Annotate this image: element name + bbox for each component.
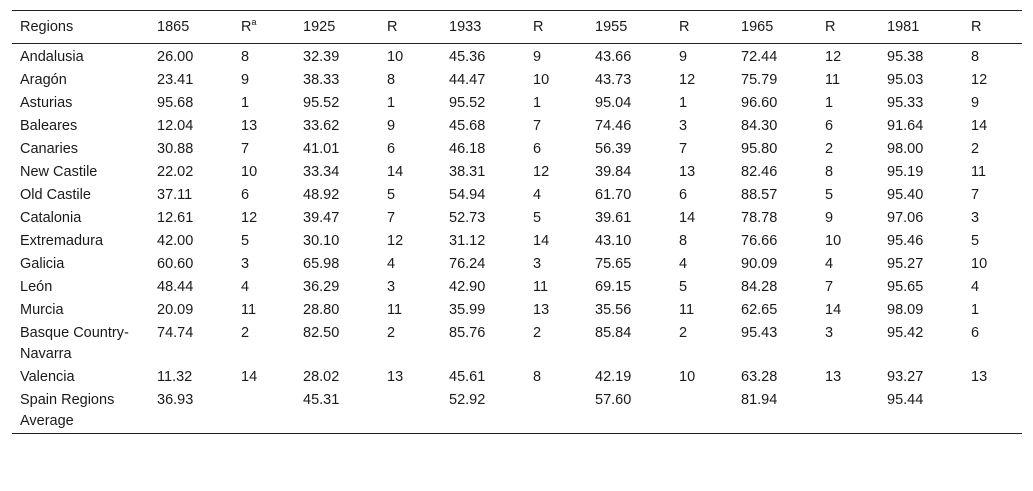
table-cell: 78.78 [741, 210, 778, 226]
table-cell: 2 [825, 141, 834, 157]
region-name-cell: Andalusia [20, 49, 84, 65]
table-cell: 32.39 [303, 49, 340, 65]
table-cell: 30.88 [157, 141, 194, 157]
table-cell: 52.73 [449, 210, 486, 226]
table-cell: 95.42 [887, 325, 924, 341]
table-cell: 8 [533, 369, 542, 385]
column-header-label: 1933 [449, 19, 482, 35]
regions-table [12, 10, 1022, 434]
table-cell: 7 [533, 118, 542, 134]
table-cell: 4 [679, 256, 688, 272]
table-cell: 28.02 [303, 369, 340, 385]
column-header-label: 1955 [595, 19, 628, 35]
table-cell: 8 [387, 72, 396, 88]
table-cell: 88.57 [741, 187, 778, 203]
table-cell: 90.09 [741, 256, 778, 272]
table-cell: 45.61 [449, 369, 486, 385]
table-cell: 6 [825, 118, 834, 134]
table-row [12, 184, 1022, 207]
table-cell: 98.09 [887, 302, 924, 318]
table-cell: 38.33 [303, 72, 340, 88]
table-cell: 69.15 [595, 279, 632, 295]
table-cell: 97.06 [887, 210, 924, 226]
table-cell: 75.79 [741, 72, 778, 88]
table-cell: 10 [387, 49, 404, 65]
table-cell: 9 [533, 49, 542, 65]
table-cell: 35.99 [449, 302, 486, 318]
region-name-cell: Baleares [20, 118, 78, 134]
column-header [733, 11, 817, 44]
table-cell: 4 [825, 256, 834, 272]
column-header-label: R [533, 19, 544, 35]
region-name-cell: Aragón [20, 72, 67, 88]
table-cell: 61.70 [595, 187, 632, 203]
table-cell: 12 [971, 72, 988, 88]
table-cell: 37.11 [157, 187, 193, 203]
table-cell: 33.62 [303, 118, 340, 134]
table-cell: 95.46 [887, 233, 924, 249]
column-header-label: R [679, 19, 690, 35]
table-cell: 74.74 [157, 325, 194, 341]
region-name-cell: New Castile [20, 164, 98, 180]
column-header [233, 11, 295, 44]
table-cell: 60.60 [157, 256, 194, 272]
column-header [379, 11, 441, 44]
table-cell: 54.94 [449, 187, 486, 203]
table-cell: 11 [241, 302, 257, 318]
table-cell: 1 [679, 95, 688, 111]
table-cell: 33.34 [303, 164, 340, 180]
table-row [12, 389, 1022, 434]
table-cell: 12 [387, 233, 404, 249]
region-name-cell: Extremadura [20, 233, 104, 249]
table-cell: 1 [825, 95, 834, 111]
table-cell [817, 389, 879, 434]
table-cell: 46.18 [449, 141, 486, 157]
table-cell: 63.28 [741, 369, 778, 385]
table-cell: 82.50 [303, 325, 340, 341]
table-cell: 45.68 [449, 118, 486, 134]
table-cell: 6 [679, 187, 688, 203]
column-header [441, 11, 525, 44]
table-cell: 39.61 [595, 210, 632, 226]
table-cell: 95.27 [887, 256, 924, 272]
table-cell: 95.80 [741, 141, 778, 157]
table-cell: 4 [387, 256, 396, 272]
table-cell: 81.94 [741, 392, 778, 408]
table-cell: 6 [241, 187, 250, 203]
table-row [12, 230, 1022, 253]
table-cell: 75.65 [595, 256, 632, 272]
table-cell: 76.66 [741, 233, 778, 249]
table-cell: 1 [971, 302, 980, 318]
table-row [12, 69, 1022, 92]
table-cell: 11 [387, 302, 403, 318]
table-cell: 23.41 [157, 72, 194, 88]
table-cell: 13 [971, 369, 988, 385]
table-row [12, 299, 1022, 322]
table-cell: 95.33 [887, 95, 924, 111]
table-cell: 65.98 [303, 256, 340, 272]
table-cell: 39.47 [303, 210, 340, 226]
table-cell: 84.30 [741, 118, 778, 134]
column-header [295, 11, 379, 44]
table-header-row [12, 11, 1022, 44]
table-cell [963, 389, 1022, 434]
column-header [879, 11, 963, 44]
table-cell: 9 [241, 72, 250, 88]
table-cell: 8 [971, 49, 980, 65]
table-cell: 13 [241, 118, 258, 134]
table-cell: 12 [241, 210, 258, 226]
table-cell: 20.09 [157, 302, 194, 318]
table-cell: 5 [241, 233, 250, 249]
table-cell: 96.60 [741, 95, 778, 111]
table-cell: 95.38 [887, 49, 924, 65]
table-cell: 14 [241, 369, 258, 385]
table-cell: 2 [971, 141, 980, 157]
table-row [12, 322, 1022, 366]
table-cell: 41.01 [303, 141, 340, 157]
table-row [12, 207, 1022, 230]
table-row [12, 138, 1022, 161]
table-cell: 43.73 [595, 72, 632, 88]
table-cell: 12.61 [157, 210, 194, 226]
table-cell: 7 [241, 141, 250, 157]
column-header-label: R [825, 19, 836, 35]
region-name-cell: Asturias [20, 95, 73, 111]
table-cell: 9 [387, 118, 396, 134]
table-cell: 12 [533, 164, 550, 180]
table-cell: 43.66 [595, 49, 632, 65]
column-header [12, 11, 149, 44]
column-header [963, 11, 1022, 44]
region-name-cell: Galicia [20, 256, 65, 272]
region-name-cell: Spain Regions Average [20, 392, 115, 429]
table-cell: 3 [971, 210, 980, 226]
table-cell: 95.04 [595, 95, 632, 111]
table-cell: 3 [533, 256, 542, 272]
table-cell: 95.43 [741, 325, 778, 341]
data-table-container [12, 10, 1022, 434]
table-cell [379, 389, 441, 434]
table-cell: 6 [387, 141, 396, 157]
table-cell: 2 [679, 325, 688, 341]
table-cell: 42.90 [449, 279, 486, 295]
table-cell: 93.27 [887, 369, 924, 385]
column-header [525, 11, 587, 44]
table-cell: 14 [679, 210, 696, 226]
table-cell: 12.04 [157, 118, 194, 134]
table-cell: 52.92 [449, 392, 486, 408]
table-cell: 10 [679, 369, 696, 385]
column-header-label: R [971, 19, 982, 35]
region-name-cell: Valencia [20, 369, 75, 385]
table-cell: 14 [387, 164, 404, 180]
table-cell: 11.32 [157, 369, 193, 385]
table-cell: 36.29 [303, 279, 340, 295]
table-cell: 5 [971, 233, 980, 249]
table-cell: 62.65 [741, 302, 778, 318]
table-cell: 31.12 [449, 233, 486, 249]
column-header [817, 11, 879, 44]
column-header [671, 11, 733, 44]
table-cell: 98.00 [887, 141, 924, 157]
table-cell: 35.56 [595, 302, 632, 318]
table-cell: 1 [241, 95, 250, 111]
column-header-label: 1925 [303, 19, 336, 35]
table-cell: 14 [825, 302, 842, 318]
table-cell: 12 [825, 49, 842, 65]
table-cell [525, 389, 587, 434]
region-name-cell: León [20, 279, 53, 295]
table-cell: 13 [679, 164, 696, 180]
table-row [12, 92, 1022, 115]
table-cell: 91.64 [887, 118, 924, 134]
table-cell: 39.84 [595, 164, 632, 180]
table-cell: 5 [825, 187, 834, 203]
table-cell: 11 [679, 302, 695, 318]
table-cell [233, 389, 295, 434]
table-cell: 3 [825, 325, 834, 341]
table-cell [671, 389, 733, 434]
table-cell: 95.68 [157, 95, 194, 111]
table-cell: 10 [825, 233, 842, 249]
table-cell: 9 [679, 49, 688, 65]
table-cell: 9 [825, 210, 834, 226]
table-cell: 11 [533, 279, 549, 295]
table-cell: 5 [679, 279, 688, 295]
table-cell: 36.93 [157, 392, 194, 408]
table-cell: 7 [971, 187, 980, 203]
table-cell: 10 [533, 72, 550, 88]
table-cell: 56.39 [595, 141, 632, 157]
table-cell: 95.19 [887, 164, 924, 180]
table-cell: 13 [387, 369, 404, 385]
table-cell: 11 [825, 72, 841, 88]
region-name-cell: Old Castile [20, 187, 91, 203]
table-cell: 76.24 [449, 256, 486, 272]
table-cell: 5 [387, 187, 396, 203]
region-name-cell: Catalonia [20, 210, 82, 226]
table-cell: 44.47 [449, 72, 486, 88]
table-cell: 6 [971, 325, 980, 341]
table-cell: 95.52 [449, 95, 486, 111]
table-cell: 95.65 [887, 279, 924, 295]
table-cell: 1 [387, 95, 396, 111]
column-header-label: 1865 [157, 19, 190, 35]
table-cell: 84.28 [741, 279, 778, 295]
table-row [12, 253, 1022, 276]
table-cell: 82.46 [741, 164, 778, 180]
table-cell: 30.10 [303, 233, 340, 249]
table-cell: 7 [825, 279, 834, 295]
table-cell: 95.44 [887, 392, 924, 408]
table-cell: 48.92 [303, 187, 340, 203]
table-cell: 3 [241, 256, 250, 272]
table-cell: 8 [825, 164, 834, 180]
table-cell: 14 [533, 233, 550, 249]
table-cell: 22.02 [157, 164, 194, 180]
table-row [12, 115, 1022, 138]
table-body [12, 44, 1022, 434]
table-row [12, 276, 1022, 299]
table-cell: 95.03 [887, 72, 924, 88]
table-cell: 85.76 [449, 325, 486, 341]
table-cell: 13 [533, 302, 550, 318]
table-cell: 57.60 [595, 392, 632, 408]
table-cell: 95.52 [303, 95, 340, 111]
table-row [12, 366, 1022, 389]
table-cell: 10 [971, 256, 988, 272]
column-header-label: R [241, 19, 252, 35]
table-cell: 2 [241, 325, 250, 341]
table-cell: 7 [679, 141, 688, 157]
table-cell: 8 [241, 49, 250, 65]
table-cell: 48.44 [157, 279, 194, 295]
table-cell: 6 [533, 141, 542, 157]
table-cell: 8 [679, 233, 688, 249]
column-header-label: R [387, 19, 398, 35]
table-cell: 26.00 [157, 49, 194, 65]
table-cell: 10 [241, 164, 258, 180]
region-name-cell: Canaries [20, 141, 79, 157]
table-cell: 42.19 [595, 369, 632, 385]
table-cell: 3 [679, 118, 688, 134]
table-cell: 2 [533, 325, 542, 341]
table-cell: 45.36 [449, 49, 486, 65]
column-header-label: 1965 [741, 19, 774, 35]
table-cell: 85.84 [595, 325, 632, 341]
region-name-cell: Murcia [20, 302, 64, 318]
table-cell: 95.40 [887, 187, 924, 203]
table-cell: 45.31 [303, 392, 340, 408]
table-cell: 1 [533, 95, 542, 111]
table-row [12, 44, 1022, 70]
table-cell: 74.46 [595, 118, 632, 134]
column-header [149, 11, 233, 44]
table-cell: 13 [825, 369, 842, 385]
footnote-marker: a [251, 17, 257, 28]
region-name-cell: Basque Country-Navarra [20, 325, 129, 362]
table-cell: 3 [387, 279, 396, 295]
table-cell: 43.10 [595, 233, 632, 249]
table-row [12, 161, 1022, 184]
table-cell: 4 [533, 187, 542, 203]
table-cell: 4 [971, 279, 980, 295]
table-cell: 42.00 [157, 233, 194, 249]
table-cell: 72.44 [741, 49, 778, 65]
table-cell: 38.31 [449, 164, 486, 180]
table-cell: 2 [387, 325, 396, 341]
table-cell: 4 [241, 279, 250, 295]
table-cell: 12 [679, 72, 696, 88]
table-cell: 5 [533, 210, 542, 226]
table-cell: 9 [971, 95, 980, 111]
table-cell: 14 [971, 118, 988, 134]
table-cell: 11 [971, 164, 987, 180]
table-cell: 28.80 [303, 302, 340, 318]
column-header-label: Regions [20, 19, 74, 35]
table-cell: 7 [387, 210, 396, 226]
column-header-label: 1981 [887, 19, 920, 35]
column-header [587, 11, 671, 44]
